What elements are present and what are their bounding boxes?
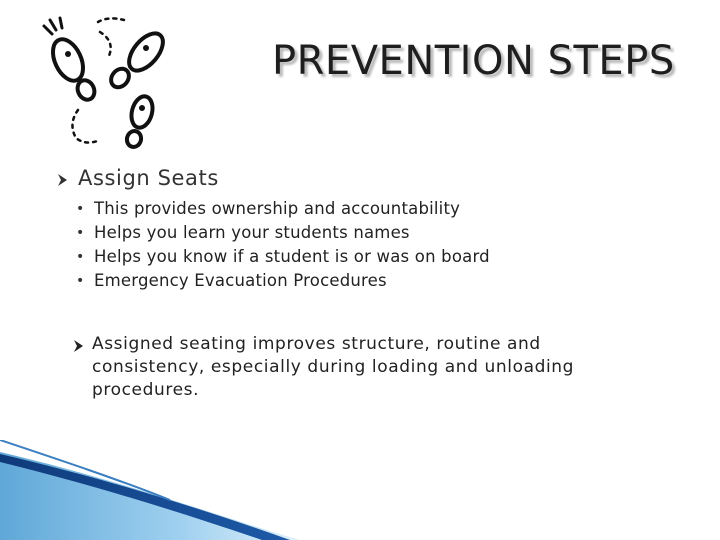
page-title: PREVENTION STEPS	[272, 38, 675, 84]
list-item	[70, 221, 490, 245]
footprints-illustration	[38, 12, 178, 152]
bullet-dot: •	[76, 273, 85, 289]
list-item-label: This provides ownership and accountability	[94, 199, 461, 218]
list-item-label: Helps you know if a student is or was on board	[94, 247, 490, 266]
bullet-list	[70, 197, 490, 293]
list-item	[70, 269, 490, 293]
note-text: Assigned seating improves structure, routine and consistency, especially during loading and unloading procedures.	[92, 334, 575, 400]
list-item-label: Emergency Evacuation Procedures	[94, 271, 387, 290]
section-heading-label: Assign Seats	[78, 166, 219, 190]
chevron-right-icon	[72, 339, 85, 353]
bullet-dot: •	[76, 201, 85, 217]
bullet-dot: •	[76, 249, 85, 265]
chevron-right-icon	[56, 173, 69, 187]
list-item	[70, 245, 490, 269]
bullet-dot: •	[76, 225, 85, 241]
list-item-label: Helps you learn your students names	[94, 223, 410, 242]
list-item	[70, 197, 490, 221]
note-paragraph	[72, 333, 632, 402]
blue-swoosh	[0, 440, 720, 540]
section-heading	[78, 166, 219, 190]
